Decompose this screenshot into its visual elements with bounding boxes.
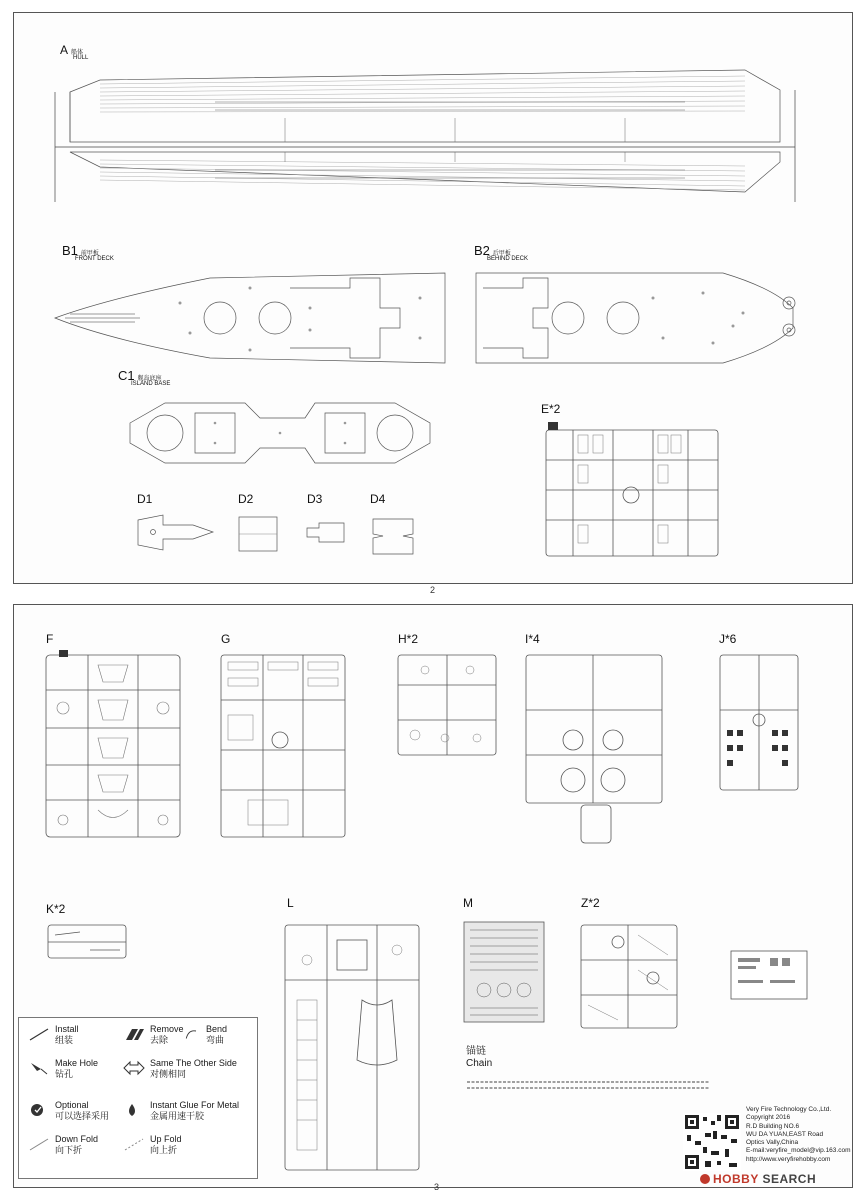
- front-deck-drawing: [50, 268, 450, 368]
- page-number-bottom: 3: [434, 1182, 440, 1192]
- sprue-k-drawing: [45, 920, 130, 962]
- double-arrow-icon: [122, 1060, 146, 1076]
- part-label-d2: D2: [238, 492, 254, 506]
- up-fold-dotted-icon: [122, 1136, 146, 1152]
- legend-glue: Instant Glue For Metal 金属用速干胶: [122, 1100, 239, 1122]
- legend-make-hole: Make Hole 钻孔: [27, 1058, 98, 1080]
- sprue-f-drawing: [43, 650, 183, 840]
- anchor-chain-drawing: [465, 1076, 715, 1094]
- hobbysearch-logo-icon: [700, 1174, 710, 1184]
- legend-bend: Bend 弯曲: [184, 1024, 227, 1046]
- sprue-label-j: J*6: [719, 632, 737, 646]
- part-d2-drawing: [236, 514, 281, 554]
- legend-remove: Remove 去除: [122, 1024, 184, 1046]
- company-line: Optics Vally,China: [746, 1139, 799, 1147]
- sprue-i-drawing: [523, 650, 665, 850]
- part-d4-drawing: [368, 514, 418, 559]
- chain-label: 锚链 Chain: [466, 1046, 493, 1069]
- part-d3-drawing: [304, 520, 349, 545]
- part-label-a: A 船体 HULL: [60, 43, 89, 61]
- slash-line-icon: [27, 1026, 51, 1042]
- part-label-c1: C1 舰岛底座 ISLAND BASE: [118, 368, 171, 387]
- company-line: http://www.veryfirehobby.com: [746, 1155, 831, 1163]
- part-label-d3: D3: [307, 492, 323, 506]
- sprue-label-m: M: [463, 896, 473, 910]
- company-line: Copyright 2016: [746, 1114, 791, 1122]
- optional-icon: [27, 1102, 51, 1118]
- sprue-label-k: K*2: [46, 902, 66, 916]
- part-label-e: E*2: [541, 402, 561, 416]
- legend-same-other-side: Same The Other Side 对侧相同: [122, 1058, 237, 1080]
- legend-down-fold: Down Fold 向下折: [27, 1134, 98, 1156]
- page-number-top: 2: [430, 585, 436, 595]
- drill-icon: [27, 1060, 51, 1076]
- sprue-label-f: F: [46, 632, 54, 646]
- island-base-drawing: [125, 393, 440, 473]
- sprue-e-drawing: [543, 420, 721, 560]
- bend-arc-icon: [184, 1026, 202, 1042]
- part-label-b2: B2 后甲板 BEHIND DECK: [474, 243, 529, 262]
- behind-deck-drawing: [473, 268, 813, 368]
- legend-up-fold: Up Fold 向上折: [122, 1134, 182, 1156]
- hull-part-drawing: [45, 62, 805, 222]
- company-line: Very Fire Technology Co.,Ltd.: [746, 1106, 832, 1113]
- legend-install: Install 组装: [27, 1024, 79, 1046]
- company-line: E-mail:veryfire_model@vip.163.com: [746, 1147, 851, 1155]
- glue-drop-icon: [122, 1102, 146, 1118]
- sprue-label-l: L: [287, 896, 294, 910]
- sprue-j-drawing: [717, 650, 802, 795]
- part-d1-drawing: [133, 510, 223, 555]
- photoetch-m-drawing: [462, 920, 547, 1025]
- company-line: WU DA YUAN,EAST Road: [746, 1130, 824, 1138]
- part-label-b1: B1 前甲板 FRONT DECK: [62, 243, 114, 262]
- sprue-g-drawing: [218, 650, 348, 840]
- legend-optional: Optional 可以选择采用: [27, 1100, 109, 1122]
- sprue-label-h: H*2: [398, 632, 419, 646]
- sprue-h-drawing: [395, 650, 500, 760]
- company-line: R.D Building NO.6: [746, 1122, 800, 1130]
- sprue-label-z: Z*2: [581, 896, 600, 910]
- instruction-legend: [18, 1017, 258, 1179]
- part-label-d4: D4: [370, 492, 386, 506]
- sprue-z-drawing: [578, 920, 680, 1032]
- company-info: [746, 1106, 851, 1164]
- sprue-label-g: G: [221, 632, 231, 646]
- sprue-l-drawing: [282, 920, 422, 1175]
- sprue-label-i: I*4: [525, 632, 540, 646]
- down-fold-line-icon: [27, 1136, 51, 1152]
- decal-sheet-drawing: [730, 950, 810, 1002]
- hobbysearch-watermark: HOBBY SEARCH: [700, 1172, 816, 1186]
- cut-parallelogram-icon: [122, 1026, 146, 1042]
- qr-code-image: [683, 1113, 741, 1171]
- part-label-d1: D1: [137, 492, 153, 506]
